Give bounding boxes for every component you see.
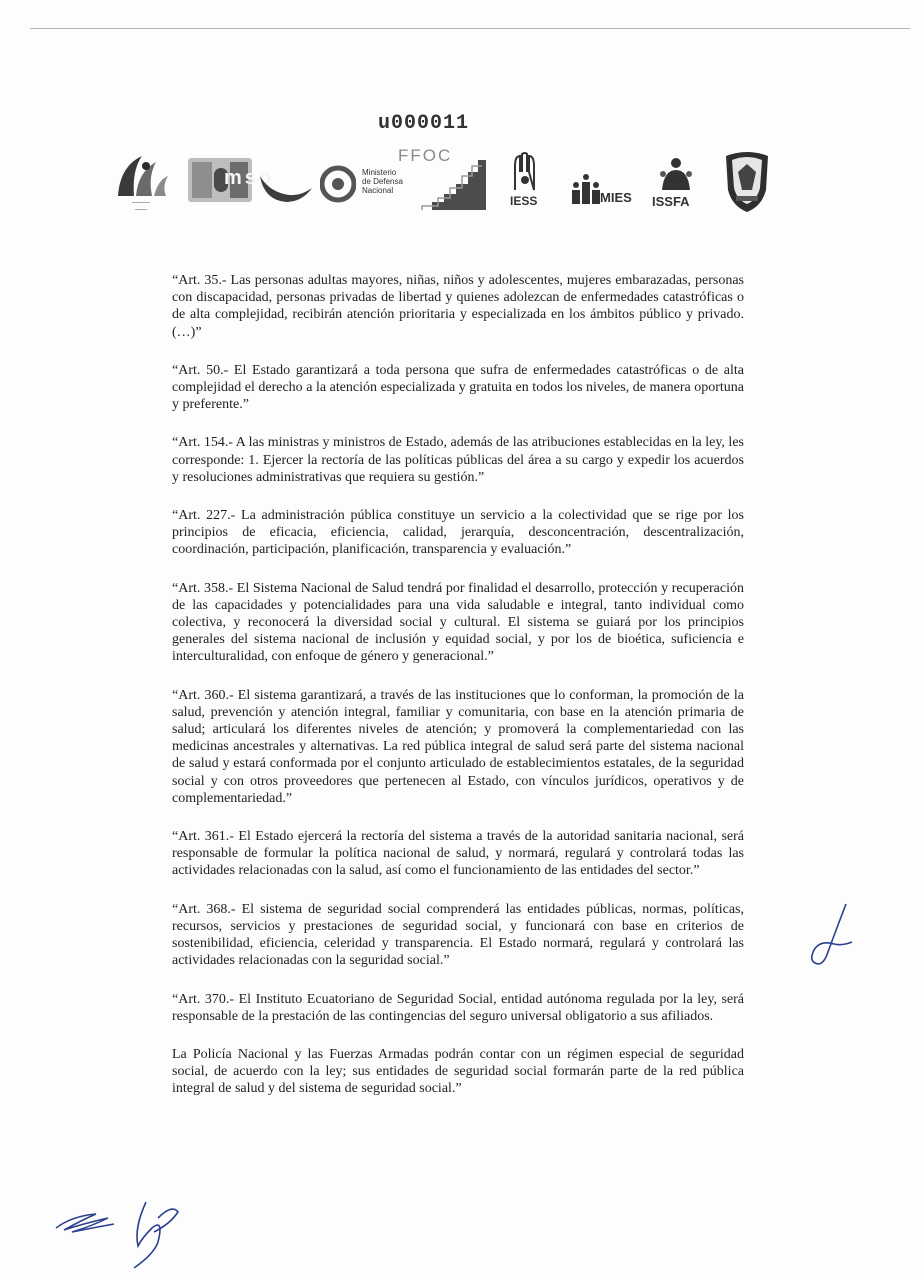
paragraph-art-370: “Art. 370.- El Instituto Ecuatoriano de Seguridad Social, entidad autónoma regulada por la ley, será responsable de la prestación de las contingencias del seguro universal obligatorio a sus afiliados. bbox=[172, 991, 744, 1024]
paragraph-art-50: “Art. 50.- El Estado garantizará a toda persona que sufra de enfermedades catastróficas o de alta complejidad el derecho a la atención especializada y gratuita en todos los niveles, de manera oportuna y preferente.” bbox=[172, 362, 744, 413]
bottom-signature bbox=[124, 1198, 184, 1275]
coordinating-ministry-logo bbox=[112, 152, 170, 198]
mies-emblem bbox=[570, 164, 602, 206]
faded-stamp: FFOC bbox=[398, 146, 453, 165]
paragraph-special-regime: La Policía Nacional y las Fuerzas Armadas podrán contar con un régimen especial de seguridad social, de acuerdo con la ley; sus entidades de seguridad social formarán parte de la red pública integral de salud y del sistema de seguridad social.” bbox=[172, 1046, 744, 1097]
issfa-label: ISSFA bbox=[652, 194, 690, 209]
scan-edge-line bbox=[30, 28, 910, 29]
defensa-line-3: Nacional bbox=[362, 186, 394, 195]
defensa-line-1: Ministerio bbox=[362, 168, 397, 177]
iess-label: IESS bbox=[510, 194, 538, 208]
stairs-logo bbox=[412, 154, 488, 212]
paragraph-art-368: “Art. 368.- El sistema de seguridad social comprenderá las entidades públicas, normas, políticas, recursos, servicios y prestaciones de seguridad social, y funcionará con base en criterios de sostenibilidad, eficiencia, celeridad y transparencia. El Estado normará, regulará y controlará las actividades relacionadas con la seguridad social.” bbox=[172, 901, 744, 969]
document-number: u000011 bbox=[378, 112, 470, 135]
defensa-emblem bbox=[320, 164, 356, 204]
defensa-line-2: de Defensa bbox=[362, 177, 403, 186]
paragraph-art-358: “Art. 358.- El Sistema Nacional de Salud tendrá por finalidad el desarrollo, protección y recuperación de las capacidades y potencialidades para una vida saludable e integral, tanto individual como colectiva, y reconocerá la diversidad social y cultural. El sistema se guiará por los principios generales del sistema nacional de inclusión y equidad social, y por los de bioética, suficiencia e interculturalidad, con enfoque de género y generacional.” bbox=[172, 580, 744, 665]
msp-label: msp bbox=[224, 167, 275, 189]
institution-logos bbox=[112, 150, 792, 220]
coordinating-ministry-caption: ——— —— bbox=[132, 200, 150, 213]
paragraph-art-361: “Art. 361.- El Estado ejercerá la rectoría del sistema a través de la autoridad sanitaria nacional, será responsable de formular la política nacional de salud, y normará, regulará y controlará todas las actividades relacionadas con la salud, así como el funcionamiento de las entidades del sector.” bbox=[172, 829, 744, 879]
paragraph-art-227: “Art. 227.- La administración pública constituye un servicio a la colectividad que se rige por los principios de eficacia, eficiencia, calidad, jerarquía, desconcentración, descentralización, coordinación, participación, planificación, transparencia y evaluación.” bbox=[172, 508, 744, 558]
issfa-emblem bbox=[654, 156, 698, 192]
document-body bbox=[172, 272, 744, 1119]
defensa-label bbox=[362, 168, 403, 195]
mies-label: MIES bbox=[600, 190, 632, 205]
bottom-signature-initials bbox=[52, 1206, 122, 1241]
iess-emblem bbox=[510, 152, 540, 192]
paragraph-art-360: “Art. 360.- El sistema garantizará, a través de las instituciones que lo conforman, la promoción de la salud, prevención y atención integral, familiar y comunitaria, con base en la atención primaria de salud; articulará los diferentes niveles de atención; y promoverá la complementariedad con las medicinas ancestrales y alternativas. La red pública integral de salud será parte del sistema nacional de salud y estará conformada por el conjunto articulado de establecimientos estatales, de la seguridad social y con otros proveedores que pertenecen al Estado, con vínculos jurídicos, operativos y de complementariedad.” bbox=[172, 687, 744, 806]
paragraph-art-35: “Art. 35.- Las personas adultas mayores, niñas, niños y adolescentes, mujeres embarazadas, personas con discapacidad, personas privadas de libertad y quienes adolezcan de enfermedades catastróficas o de alta complejidad, recibirán atención prioritaria y especializada en los ámbitos público y privado.(…)” bbox=[172, 273, 744, 340]
margin-initial bbox=[806, 900, 856, 975]
swoosh-logo bbox=[258, 166, 314, 206]
police-shield-emblem bbox=[722, 150, 772, 214]
paragraph-art-154: “Art. 154.- A las ministras y ministros de Estado, además de las atribuciones establecidas en la ley, les corresponde: 1. Ejercer la rectoría de las políticas públicas del área a su cargo y expedir los acuerdos y resoluciones administrativas que requiera su gestión.” bbox=[172, 435, 744, 485]
